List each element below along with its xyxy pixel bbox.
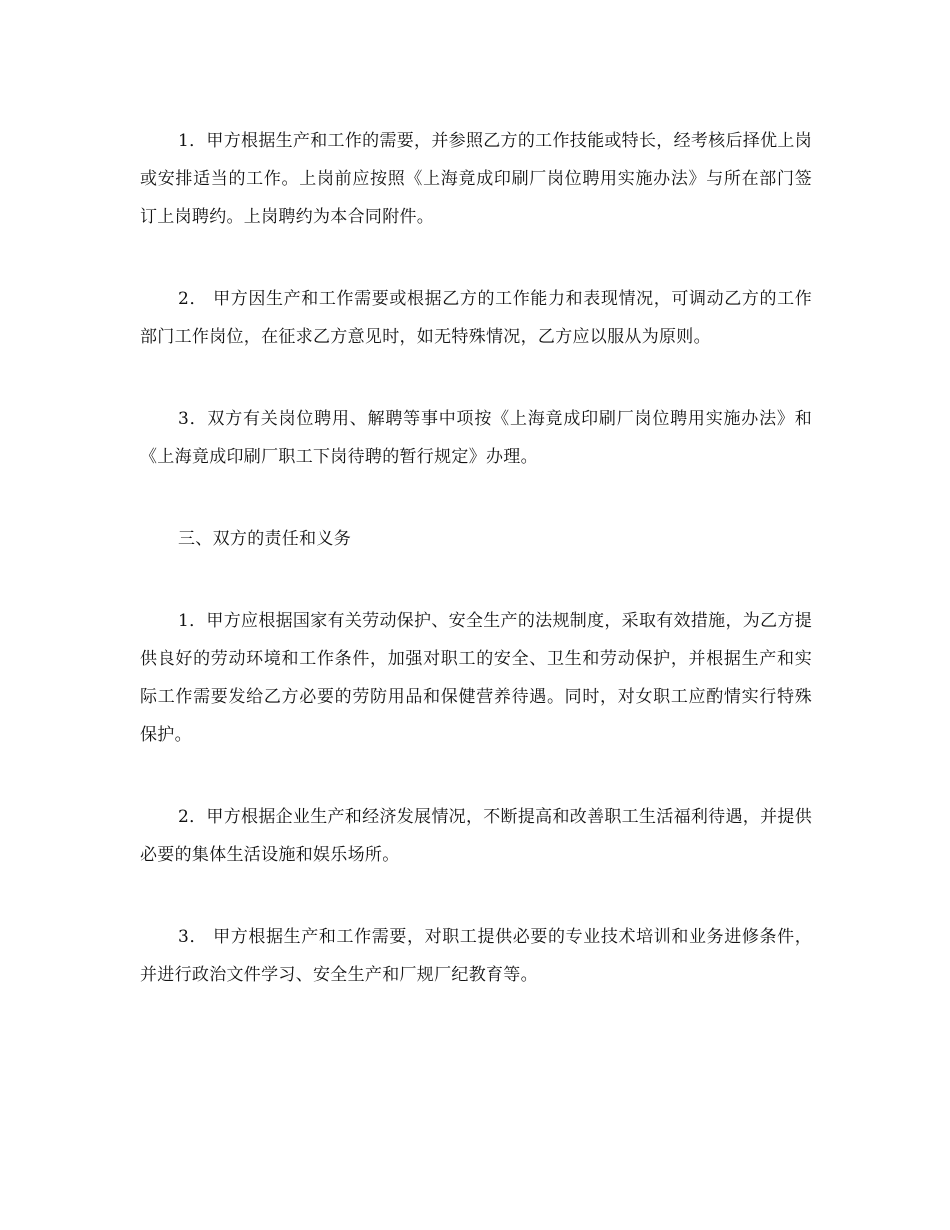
- paragraph-welfare: 2．甲方根据企业生产和经济发展情况，不断提高和改善职工生活福利待遇，并提供必要的集体生活设施和娱乐场所。: [140, 807, 812, 865]
- paragraph-transfer: 2． 甲方因生产和工作需要或根据乙方的工作能力和表现情况，可调动乙方的工作部门工作岗位，在征求乙方意见时，如无特殊情况，乙方应以服从为原则。: [140, 289, 812, 347]
- paragraph-appointment-rules: 3．双方有关岗位聘用、解聘等事中项按《上海竟成印刷厂岗位聘用实施办法》和《上海竟成印刷厂职工下岗待聘的暂行规定》办理。: [140, 409, 812, 467]
- paragraph-labor-protection: 1．甲方应根据国家有关劳动保护、安全生产的法规制度，采取有效措施，为乙方提供良好的劳动环境和工作条件，加强对职工的安全、卫生和劳动保护，并根据生产和实际工作需要发给乙方必要的劳防用品和保健营养待遇。同时，对女职工应酌情实行特殊保护。: [140, 611, 812, 745]
- section-heading-responsibilities: 三、双方的责任和义务: [178, 529, 351, 549]
- document-page: [140, 122, 812, 994]
- paragraph-post-assignment: 1．甲方根据生产和工作的需要，并参照乙方的工作技能或特长，经考核后择优上岗或安排适当的工作。上岗前应按照《上海竟成印刷厂岗位聘用实施办法》与所在部门签订上岗聘约。上岗聘约为本合同附件。: [140, 131, 812, 227]
- paragraph-training: 3． 甲方根据生产和工作需要，对职工提供必要的专业技术培训和业务进修条件，并进行政治文件学习、安全生产和厂规厂纪教育等。: [140, 927, 812, 985]
